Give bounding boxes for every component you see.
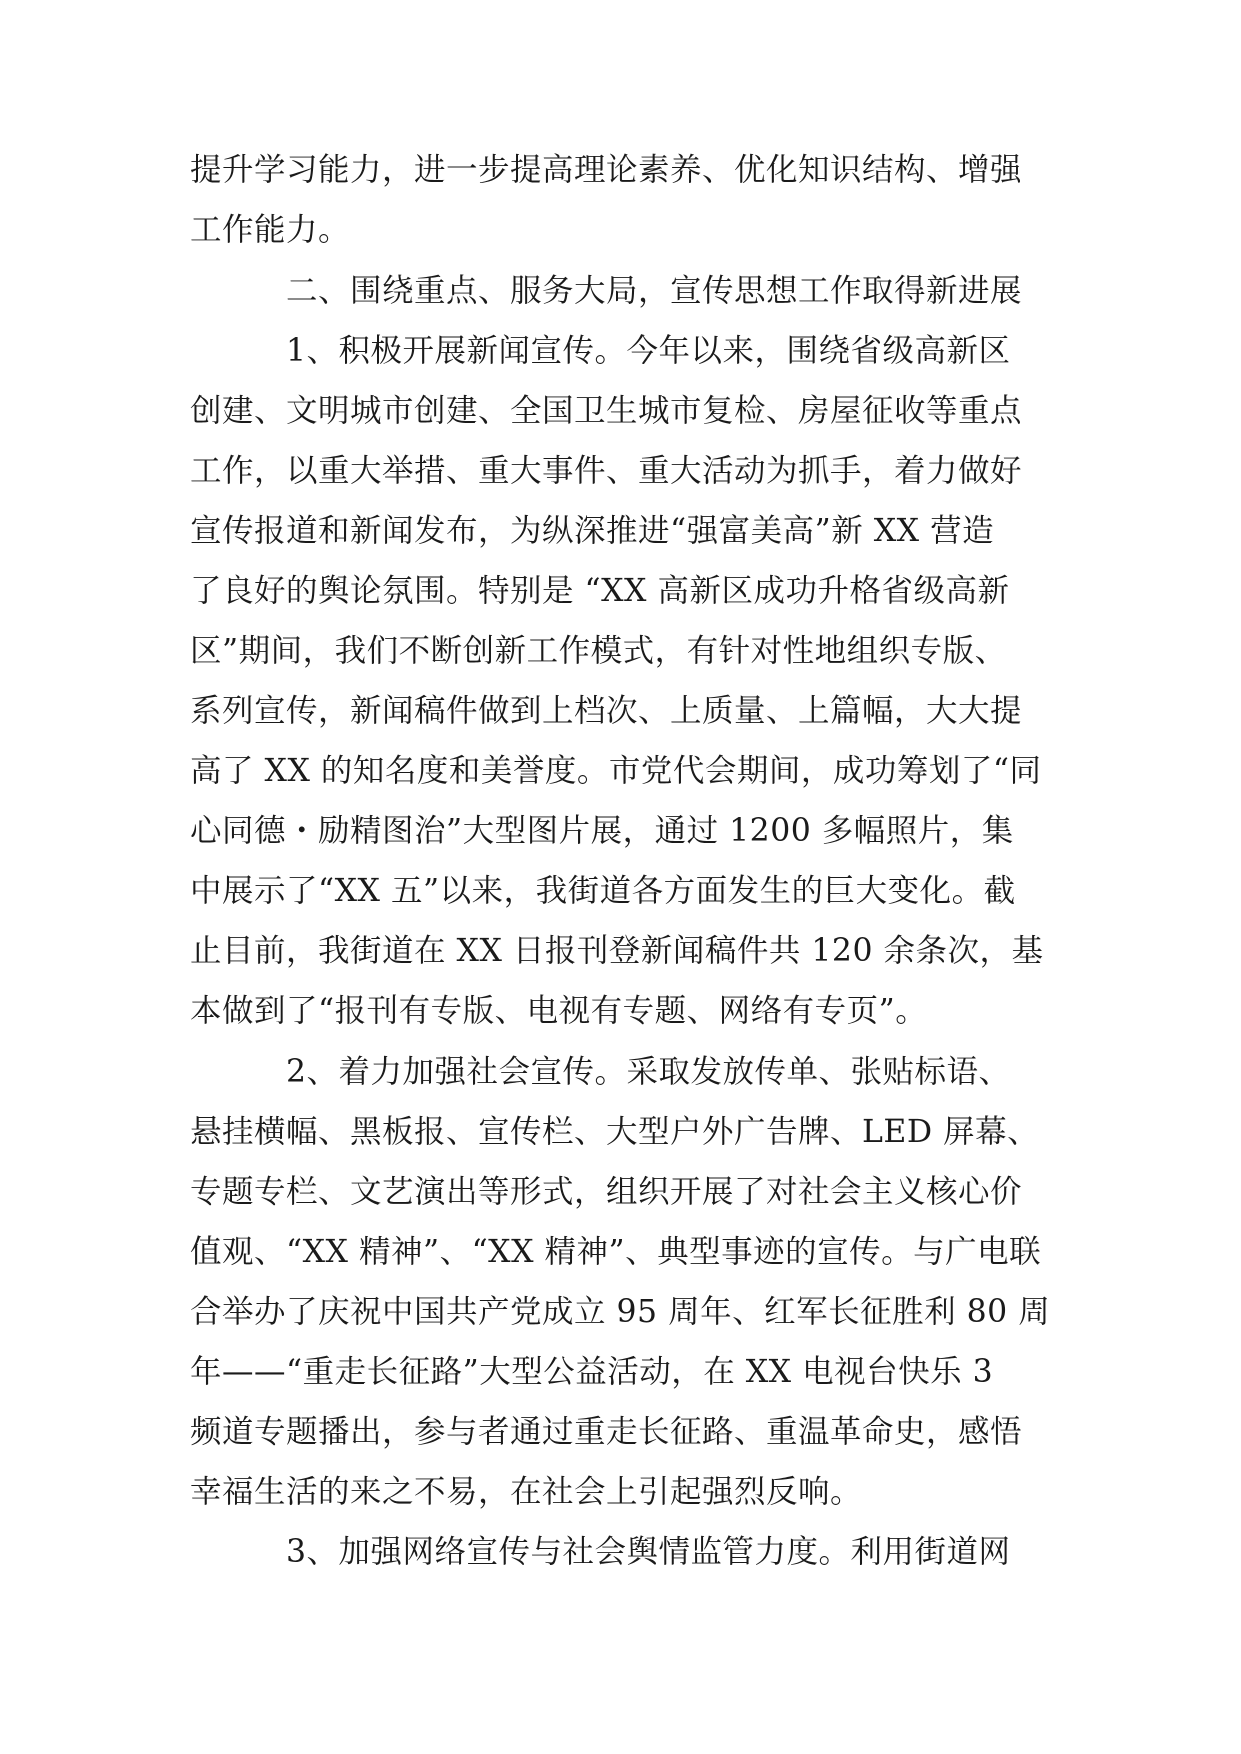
text-line-7: 宣传报道和新闻发布，为纵深推进“强富美高”新 XX 营造 — [190, 513, 995, 549]
text-line-23: 幸福生活的来之不易，在社会上引起强烈反响。 — [190, 1474, 863, 1510]
text-line-5: 创建、文明城市创建、全国卫生城市复检、房屋征收等重点 — [190, 393, 1023, 429]
text-line-22: 频道专题播出，参与者通过重走长征路、重温革命史，感悟 — [190, 1414, 1023, 1450]
text-line-17: 悬挂横幅、黑板报、宣传栏、大型户外广告牌、LED 屏幕、 — [190, 1114, 1040, 1150]
text-line-16: 2、着力加强社会宣传。采取发放传单、张贴标语、 — [286, 1054, 1011, 1090]
text-line-9: 区”期间，我们不断创新工作模式，有针对性地组织专版、 — [190, 633, 1007, 669]
text-line-10: 系列宣传，新闻稿件做到上档次、上质量、上篇幅，大大提 — [190, 693, 1023, 729]
text-line-12: 心同德・励精图治”大型图片展，通过 1200 多幅照片，集 — [190, 813, 1014, 849]
text-line-21: 年——“重走长征路”大型公益活动，在 XX 电视台快乐 3 — [190, 1354, 994, 1390]
text-line-13: 中展示了“XX 五”以来，我街道各方面发生的巨大变化。截 — [190, 873, 1016, 909]
text-line-18: 专题专栏、文艺演出等形式，组织开展了对社会主义核心价 — [190, 1174, 1023, 1210]
section-heading: 二、围绕重点、服务大局，宣传思想工作取得新进展 — [286, 273, 1023, 309]
text-line-14: 止目前，我街道在 XX 日报刊登新闻稿件共 120 余条次，基 — [190, 933, 1044, 969]
text-line-4: 1、积极开展新闻宣传。今年以来，围绕省级高新区 — [286, 333, 1011, 369]
text-line-11: 高了 XX 的知名度和美誉度。市党代会期间，成功筹划了“同 — [190, 753, 1042, 789]
text-line-15: 本做到了“报刊有专版、电视有专题、网络有专页”。 — [190, 993, 928, 1029]
text-line-1: 提升学习能力，进一步提高理论素养、优化知识结构、增强 — [190, 152, 1023, 188]
text-line-20: 合举办了庆祝中国共产党成立 95 周年、红军长征胜利 80 周 — [190, 1294, 1051, 1330]
text-line-19: 值观、“XX 精神”、“XX 精神”、典型事迹的宣传。与广电联 — [190, 1234, 1042, 1270]
text-line-8: 了良好的舆论氛围。特别是 “XX 高新区成功升格省级高新 — [190, 573, 1010, 609]
text-line-2: 工作能力。 — [190, 212, 351, 248]
text-line-24: 3、加强网络宣传与社会舆情监管力度。利用街道网 — [286, 1534, 1011, 1570]
text-line-6: 工作，以重大举措、重大事件、重大活动为抓手，着力做好 — [190, 453, 1023, 489]
